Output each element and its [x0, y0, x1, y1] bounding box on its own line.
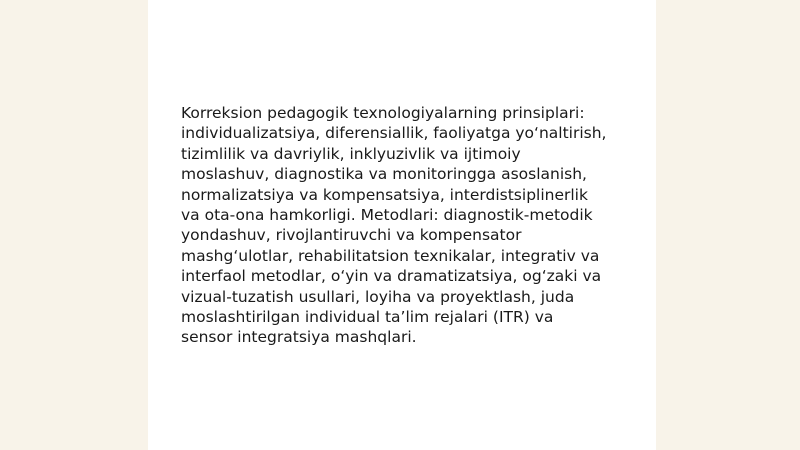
document-page	[148, 0, 656, 450]
body-paragraph: Korreksion pedagogik texnologiyalarning prinsiplari: individualizatsiya, diferensiallik, faoliyatga yo‘naltirish, tizimlilik va davriylik, inklyuzivlik va ijtimoiy moslashuv, diagnostika va monitoringga asoslanish, normalizatsiya va kompensatsiya, interdistsiplinerlik va ota-ona hamkorligi. Metodlari: diagnostik-metodik yondashuv, rivojlantiruvchi va kompensator mashg‘ulotlar, rehabilitatsion texnikalar, integrativ va interfaol metodlar, o‘yin va dramatizatsiya, og‘zaki va vizual-tuzatish usullari, loyiha va proyektlash, juda moslashtirilgan individual ta’lim rejalari (ITR) va sensor integratsiya mashqlari.	[181, 104, 607, 347]
